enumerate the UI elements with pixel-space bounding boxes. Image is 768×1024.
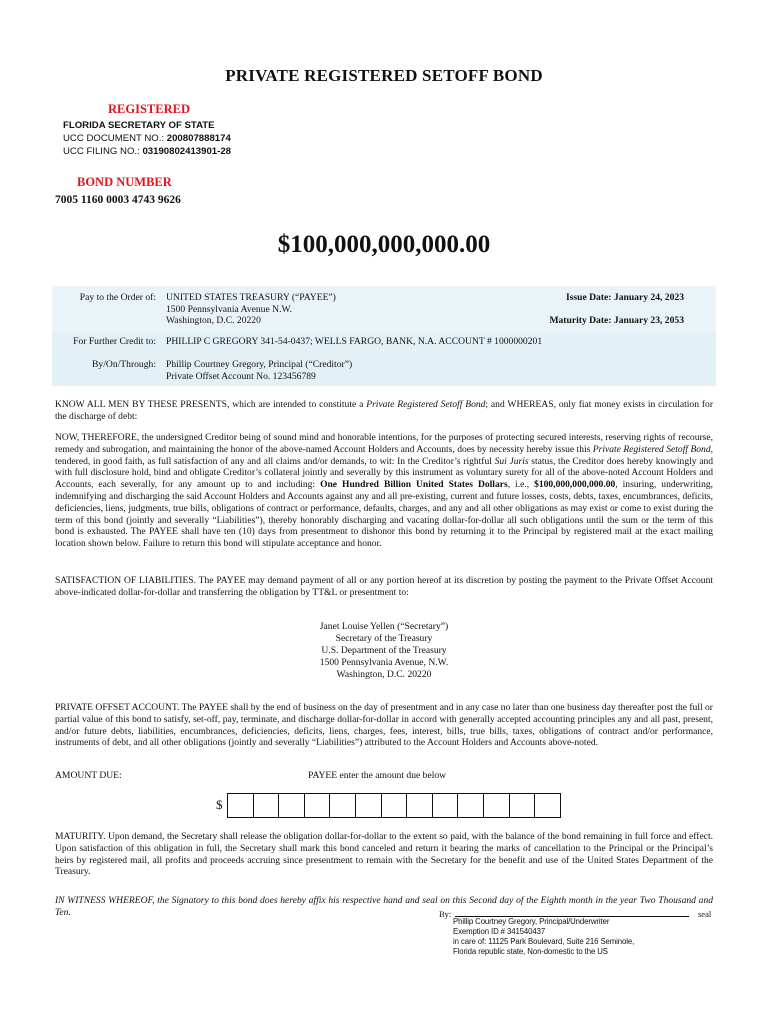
p2-text-f: One Hundred Billion United States Dollars bbox=[320, 479, 508, 491]
amount-digit-box[interactable] bbox=[406, 793, 433, 818]
ucc-document-label: UCC DOCUMENT NO.: bbox=[63, 133, 165, 144]
bond-number-label: BOND NUMBER bbox=[77, 175, 172, 189]
creditor-account: Private Offset Account No. 123456789 bbox=[166, 370, 316, 382]
p2-text-b: Private Registered Setoff Bond bbox=[592, 443, 711, 455]
creditor-info bbox=[166, 359, 352, 382]
paragraph-now-therefore bbox=[55, 432, 713, 550]
amount-due-boxes bbox=[228, 793, 561, 818]
amount-due-label: AMOUNT DUE: bbox=[55, 770, 122, 781]
by-on-through-label: By/On/Through: bbox=[92, 359, 156, 370]
ucc-document-row bbox=[63, 132, 231, 145]
amount-digit-box[interactable] bbox=[329, 793, 356, 818]
amount-digit-box[interactable] bbox=[534, 793, 561, 818]
secretary-street: 1500 Pennsylvania Avenue, N.W. bbox=[319, 657, 449, 668]
document-title: PRIVATE REGISTERED SETOFF BOND bbox=[225, 66, 543, 85]
amount-digit-box[interactable] bbox=[509, 793, 536, 818]
amount-digit-box[interactable] bbox=[304, 793, 331, 818]
bond-number: 7005 1160 0003 4743 9626 bbox=[55, 194, 181, 206]
signatory-name: Phillip Courtney Gregory, Principal/Underwriter bbox=[453, 917, 610, 926]
p2-text-h: $100,000,000,000.00 bbox=[534, 479, 616, 491]
p2-text-g: , i.e., bbox=[507, 479, 535, 491]
amount-digit-box[interactable] bbox=[278, 793, 305, 818]
p2-text-c: , tendered, in good faith, as full satisfaction of any and all claims and/or demands, to wit: In the Creditor’s rightful bbox=[55, 443, 713, 467]
paragraph-in-witness: IN WITNESS WHEREOF, the Signatory to this bond does hereby affix his respective hand and seal on this Second day of the Eighth month in the year Two Thousand and Ten. bbox=[55, 895, 713, 918]
ucc-filing-label: UCC FILING NO.: bbox=[63, 146, 140, 157]
p2-text-i: , insuring, underwriting, indemnifying and discharging the said Account Holders and Accounts against any and all pre-existing, current and future losses, costs, debts, taxes, encumbrances, deficits, deficiencies, liens, judgments, true bills, obligations of contract or performance, defaults, charges, and any and all other obligations as may exist or come to exist during the term of this bond (jointly and severally “Liabilities”), thereby honorably discharging and vacating dollar-for-dollar all such obligations until the sum or the term of this bond is exhausted. The PAYEE shall have ten (10) days from presentment to dishonor this bond by returning it to the Principal by registered mail at the exact mailing location shown below. Failure to return this bond will stipulate acceptance and honor. bbox=[55, 479, 714, 550]
further-credit-label: For Further Credit to: bbox=[73, 336, 156, 347]
seal-label: seal bbox=[698, 909, 712, 919]
secretary-name: Janet Louise Yellen (“Secretary”) bbox=[319, 621, 449, 632]
p2-text-d: Sui Juris bbox=[494, 455, 529, 467]
dollar-sign: $ bbox=[216, 797, 223, 812]
paragraph-maturity: MATURITY. Upon demand, the Secretary shall release the obligation dollar-for-dollar to the extent so paid, with the balance of the bond remaining in full force and effect. Upon satisfaction of this obligation in full, the Secretary shall mark this bond canceled and return it bearing the marks of cancellation to the Principal or the Principal’s heirs by registered mail, all profits and proceeds accruing since presentment to remain with the Secretary for the benefit and use of the United States Department of the Treasury. bbox=[55, 831, 713, 878]
signatory-exemption-id: Exemption ID # 341540437 bbox=[453, 926, 546, 936]
issue-date: Issue Date: January 24, 2023 bbox=[565, 292, 684, 303]
secretary-title: Secretary of the Treasury bbox=[335, 633, 433, 644]
registration-details bbox=[63, 119, 231, 158]
p1-text-c: ; and WHEREAS, only fiat money exists in circulation for the discharge of debt: bbox=[55, 399, 713, 422]
amount-digit-box[interactable] bbox=[483, 793, 510, 818]
amount-digit-box[interactable] bbox=[381, 793, 408, 818]
paragraph-private-offset: PRIVATE OFFSET ACCOUNT. The PAYEE shall by the end of business on the day of presentment and in any case no later than one business day thereafter post the full or partial value of this bond to satisfy, set-off, pay, terminate, and discharge dollar-for-dollar in accord with generally accepted accounting principles any and all past, present, and/or future debts, liabilities, encumbrances, deficiencies, deficits, liens, charges, fees, interest, bills, true bills, taxes, obligations of contract and/or performance, instruments of debt, and all other obligations (jointly and severally “Liabilities”) attributed to the Account Holders and Accounts above-noted. bbox=[55, 702, 713, 749]
p2-text-a: NOW, THEREFORE, the undersigned Creditor being of sound mind and honorable intentions, for the purposes of protecting secured interests, reserving rights of recourse, remedy and subrogation, and maintaining the honor of the above-named Account Holders and Accounts, does by necessity hereby issue this bbox=[55, 432, 713, 455]
registered-label: REGISTERED bbox=[108, 102, 190, 116]
payee-name: UNITED STATES TREASURY (“PAYEE”) bbox=[166, 292, 336, 303]
maturity-date: Maturity Date: January 23, 2053 bbox=[549, 315, 684, 326]
payee-city: Washington, D.C. 20220 bbox=[166, 315, 261, 326]
payee-street: 1500 Pennsylvania Avenue N.W. bbox=[166, 303, 293, 315]
secretary-address bbox=[0, 621, 768, 681]
amount-digit-box[interactable] bbox=[253, 793, 280, 818]
pay-to-label: Pay to the Order of: bbox=[79, 292, 156, 303]
paragraph-know-all-men bbox=[55, 399, 713, 423]
p1-text-a: KNOW ALL MEN BY THESE PRESENTS, which are intended to constitute a bbox=[55, 399, 367, 410]
amount-digit-box[interactable] bbox=[457, 793, 484, 818]
amount-digit-box[interactable] bbox=[432, 793, 459, 818]
creditor-name: Phillip Courtney Gregory, Principal (“Creditor”) bbox=[166, 359, 353, 370]
amount-digit-box[interactable] bbox=[227, 793, 254, 818]
signatory-address: in care of: 11125 Park Boulevard, Suite 216 Seminole, bbox=[453, 936, 635, 946]
paragraph-satisfaction: SATISFACTION OF LIABILITIES. The PAYEE may demand payment of all or any portion hereof at its discretion by posting the payment to the Private Offset Account above-indicated dollar-for-dollar and transferring the obligation by TT&L or presentment to: bbox=[55, 575, 713, 598]
signature-by-label: By: bbox=[439, 909, 452, 919]
secretary-department: U.S. Department of the Treasury bbox=[321, 645, 447, 656]
registry-name: FLORIDA SECRETARY OF STATE bbox=[63, 120, 215, 131]
ucc-filing-row bbox=[63, 145, 231, 158]
amount-digit-box[interactable] bbox=[355, 793, 382, 818]
amount-due-instruction: PAYEE enter the amount due below bbox=[308, 770, 447, 781]
ucc-filing-number: 03190802413901-28 bbox=[142, 146, 232, 157]
ucc-document-number: 200807888174 bbox=[166, 133, 231, 144]
secretary-city: Washington, D.C. 20220 bbox=[336, 669, 432, 680]
further-credit-value: PHILLIP C GREGORY 341-54-0437; WELLS FARGO, BANK, N.A. ACCOUNT # 1000000201 bbox=[166, 336, 543, 347]
payee-address bbox=[166, 292, 336, 327]
p2-text-e: status, the Creditor does hereby knowingly and with full disclosure hold, bind and obligate Creditor’s collateral jointly and severally by this instrument as voluntary surety for all of the above-noted Account Holders and Accounts, each severally, for any amount up to and including: bbox=[55, 455, 713, 491]
signatory-status: Florida republic state, Non-domestic to the US bbox=[453, 946, 608, 956]
p1-text-b: Private Registered Setoff Bond bbox=[366, 399, 486, 410]
bond-amount: $100,000,000,000.00 bbox=[277, 231, 491, 258]
signatory-details bbox=[453, 917, 634, 957]
